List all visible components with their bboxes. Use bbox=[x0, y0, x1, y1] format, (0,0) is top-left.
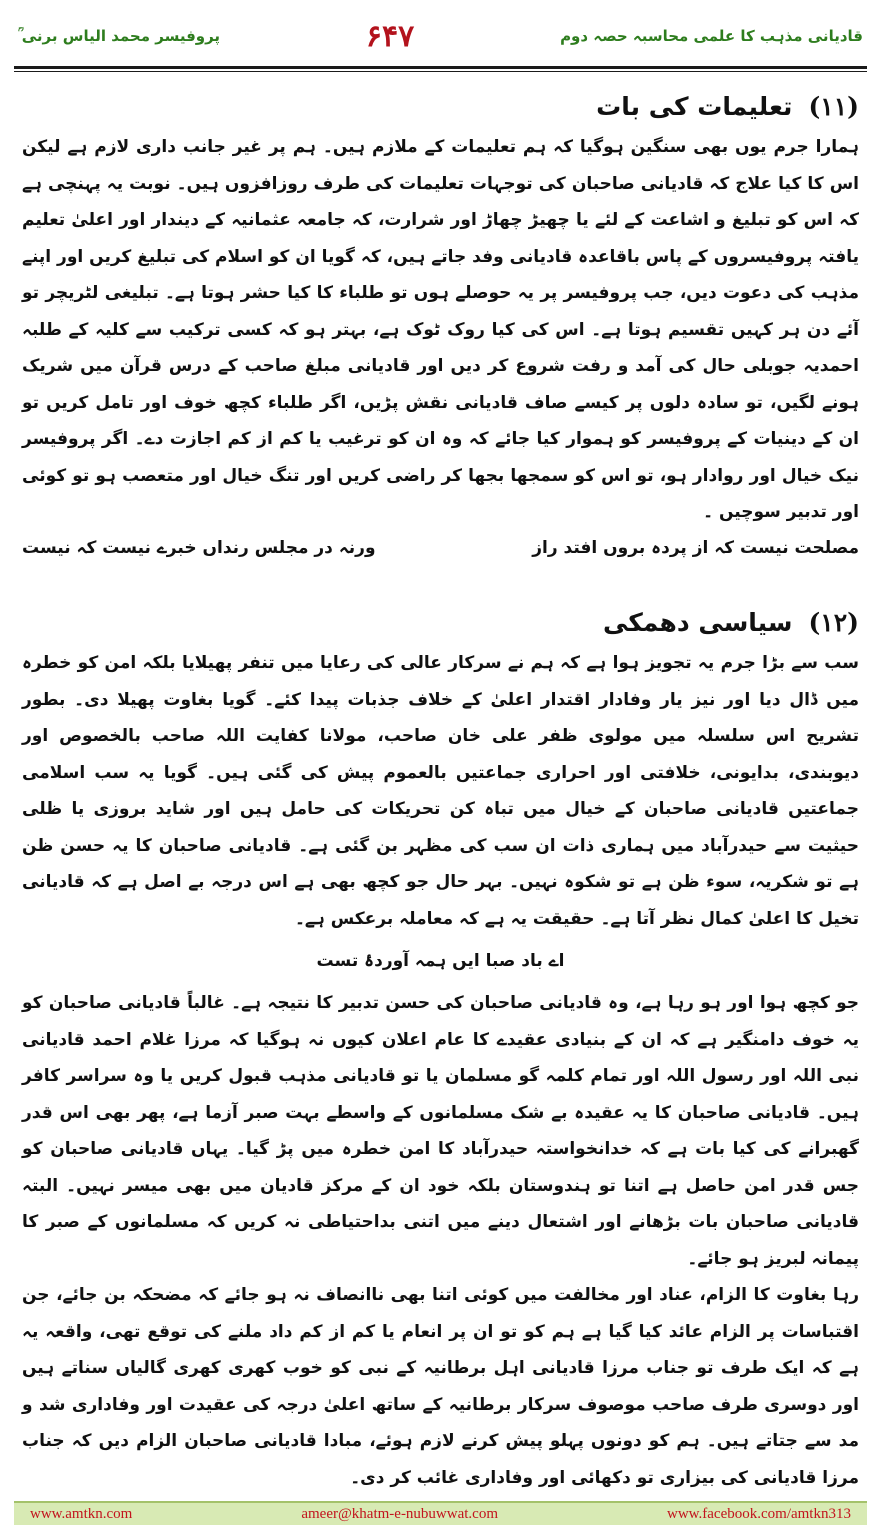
section-heading bbox=[22, 92, 859, 121]
header-divider bbox=[14, 66, 867, 69]
website-link[interactable]: www.amtkn.com bbox=[30, 1505, 133, 1522]
verse-second-hemistich: ورنہ در مجلس رنداں خبرے نیست کہ نیست bbox=[22, 537, 376, 558]
email-link[interactable]: ameer@khatm-e-nubuwwat.com bbox=[301, 1505, 498, 1522]
paragraph: ہمارا جرم یوں بھی سنگین ہوگیا کہ ہم تعلیمات کے ملازم ہیں۔ ہم پر غیر جانب داری لازم ہے لیکن اس کا کیا علاج کہ قادیانی صاحبان کی توجہات تعلیمات کی طرف روزافزوں ہیں۔ نوبت یہ پہنچی ہے کہ اس کو تبلیغ و اشاعت کے لئے یا چھیڑ چھاڑ اور شرارت، کہ جامعہ عثمانیہ کے دیندار اور اعلیٰ تعلیم یافتہ پروفیسروں کے پاس باقاعدہ قادیانی وفد جاتے ہیں، کہ گویا ان کو اسلام کی تبلیغ کریں اور اپنے مذہب کی دعوت دیں، جب پروفیسر پر یہ حوصلے ہوں تو طلباء کا کیا حشر ہوتا ہے۔ تبلیغی لٹریچر تو آئے دن ہر کہیں تقسیم ہوتا ہے۔ اس کی کیا روک ٹوک ہے، بہتر ہو کہ کسی ترکیب سے کلیہ کے طلبہ احمدیہ جوبلی حال کی آمد و رفت شروع کر دیں اور قادیانی مبلغ صاحب کے درس قرآن میں شریک ہونے لگیں، تو سادہ دلوں پر کیسے صاف قادیانی نقش پڑیں، اگر طلباء کچھ خوف اور تامل کریں تو ان کے دینیات کے پروفیسر کو ہموار کیا جائے کہ وہ ان کو ترغیب یا کم از کم اجازت دے۔ اگر پروفیسر نیک خیال اور روادار ہو، تو اس کو سمجھا بجھا کر راضی کریں اور تنگ خیال اور متعصب ہو تو کوئی اور تدبیر سوچیں ۔ bbox=[22, 137, 859, 522]
section-number: (۱۱) bbox=[808, 92, 859, 121]
header-divider-thin bbox=[14, 71, 867, 72]
persian-verse bbox=[22, 531, 859, 565]
section-heading bbox=[22, 608, 859, 637]
section-12 bbox=[22, 608, 859, 1496]
paragraph: رہا بغاوت کا الزام، عناد اور مخالفت میں کوئی اتنا بھی ناانصاف نہ ہو جائے کہ مضحکہ بن جائے، جن اقتباسات پر الزام عائد کیا گیا ہے ہم کو تو ان پر انعام یا کم از کم داد ملنے کی توقع تھی، واقعہ یہ ہے کہ ایک طرف تو جناب مرزا قادیانی اہل برطانیہ کے نبی کو خوب کھری کھری گالیاں سناتے ہیں اور دوسری طرف صاحب موصوف سرکار برطانیہ کے ساتھ اعلیٰ درجہ کی عقیدت اور وفاداری شد و مد سے جتاتے ہیں۔ ہم کو دونوں پہلو پیش کرنے لازم ہوئے، مبادا قادیانی صاحبان الزام دیں کہ جناب مرزا قادیانی کی بیزاری تو دکھائی اور وفاداری غائب کر دی۔ bbox=[22, 1285, 859, 1488]
verse-first-hemistich: مصلحت نیست کہ از پردہ بروں افتد راز bbox=[532, 537, 859, 558]
page-header bbox=[18, 8, 863, 64]
section-title: سیاسی دھمکی bbox=[602, 608, 793, 637]
persian-verse: اے باد صبا ایں ہمہ آوردۂ تست bbox=[316, 951, 565, 971]
section-11 bbox=[22, 92, 859, 571]
page-footer bbox=[14, 1501, 867, 1525]
paragraph: سب سے بڑا جرم یہ تجویز ہوا ہے کہ ہم نے سرکار عالی کی رعایا میں تنفر پھیلایا بلکہ امن کو خطرہ میں ڈال دیا اور نیز یار وفادار اقتدار اعلیٰ کے خلاف جذبات پیدا کئے۔ گویا بغاوت پھیلا دی۔ بطور تشریح اس سلسلہ میں مولوی ظفر علی خان صاحب، مولانا کفایت اللہ صاحب بالخصوص اور دیوبندی، بدایونی، خلافتی اور احراری جماعتیں بالعموم پیش کی گئی ہیں۔ گویا یہ سب اسلامی جماعتیں قادیانی صاحبان کے خیال میں تباہ کن تحریکات کی حامل ہیں اور شاید بروزی یا ظلی حیثیت سے حیدرآباد میں ہماری ذات ان سب کی مظہر بن گئی ہے۔ قادیانی صاحبان کا یہ حسن ظن ہے تو شکریہ، سوء ظن ہے تو شکوہ نہیں۔ بہر حال جو کچھ بھی ہے اس درجہ بے اصل ہے کہ قادیانی تخیل کا اعلیٰ کمال نظر آتا ہے۔ حقیقت یہ ہے کہ معاملہ برعکس ہے۔ bbox=[22, 653, 859, 929]
paragraph: جو کچھ ہوا اور ہو رہا ہے، وہ قادیانی صاحبان کی حسن تدبیر کا نتیجہ ہے۔ غالباً قادیانی صاحبان کو یہ خوف دامنگیر ہے کہ ان کے بنیادی عقیدے کا عام اعلان کیوں نہ ہوگیا کہ مرزا غلام احمد قادیانی نبی اللہ اور رسول اللہ اور تمام کلمہ گو مسلمان یا تو قادیانی مذہب قبول کریں یا وہ سراسر کافر ہیں۔ قادیانی صاحبان کا یہ عقیدہ بے شک مسلمانوں کے واسطے بہت صبر آزما ہے، پھر بھی اس قدر گھبرانے کی کیا بات ہے کہ خدانخواستہ حیدرآباد کا امن خطرہ میں پڑ گیا۔ یہاں قادیانی صاحبان کو جس قدر امن حاصل ہے اتنا تو ہندوستان بلکہ خود ان کے مرکز قادیان میں بھی میسر نہیں۔ البتہ قادیانی صاحبان بات بڑھانے اور اشتعال دینے میں اتنی بداحتیاطی نہ کریں کہ مسلمانوں کے صبر کا پیمانہ لبریز ہو جائے۔ bbox=[22, 993, 859, 1269]
facebook-link[interactable]: www.facebook.com/amtkn313 bbox=[667, 1505, 851, 1522]
author-name: پروفیسر محمد الیاس برنی ؒ bbox=[18, 27, 221, 45]
page-number: ۶۴۷ bbox=[365, 18, 415, 54]
section-number: (۱۲) bbox=[808, 608, 859, 637]
book-title: قادیانی مذہب کا علمی محاسبہ حصہ دوم bbox=[560, 27, 863, 45]
section-title: تعلیمات کی بات bbox=[596, 92, 793, 121]
